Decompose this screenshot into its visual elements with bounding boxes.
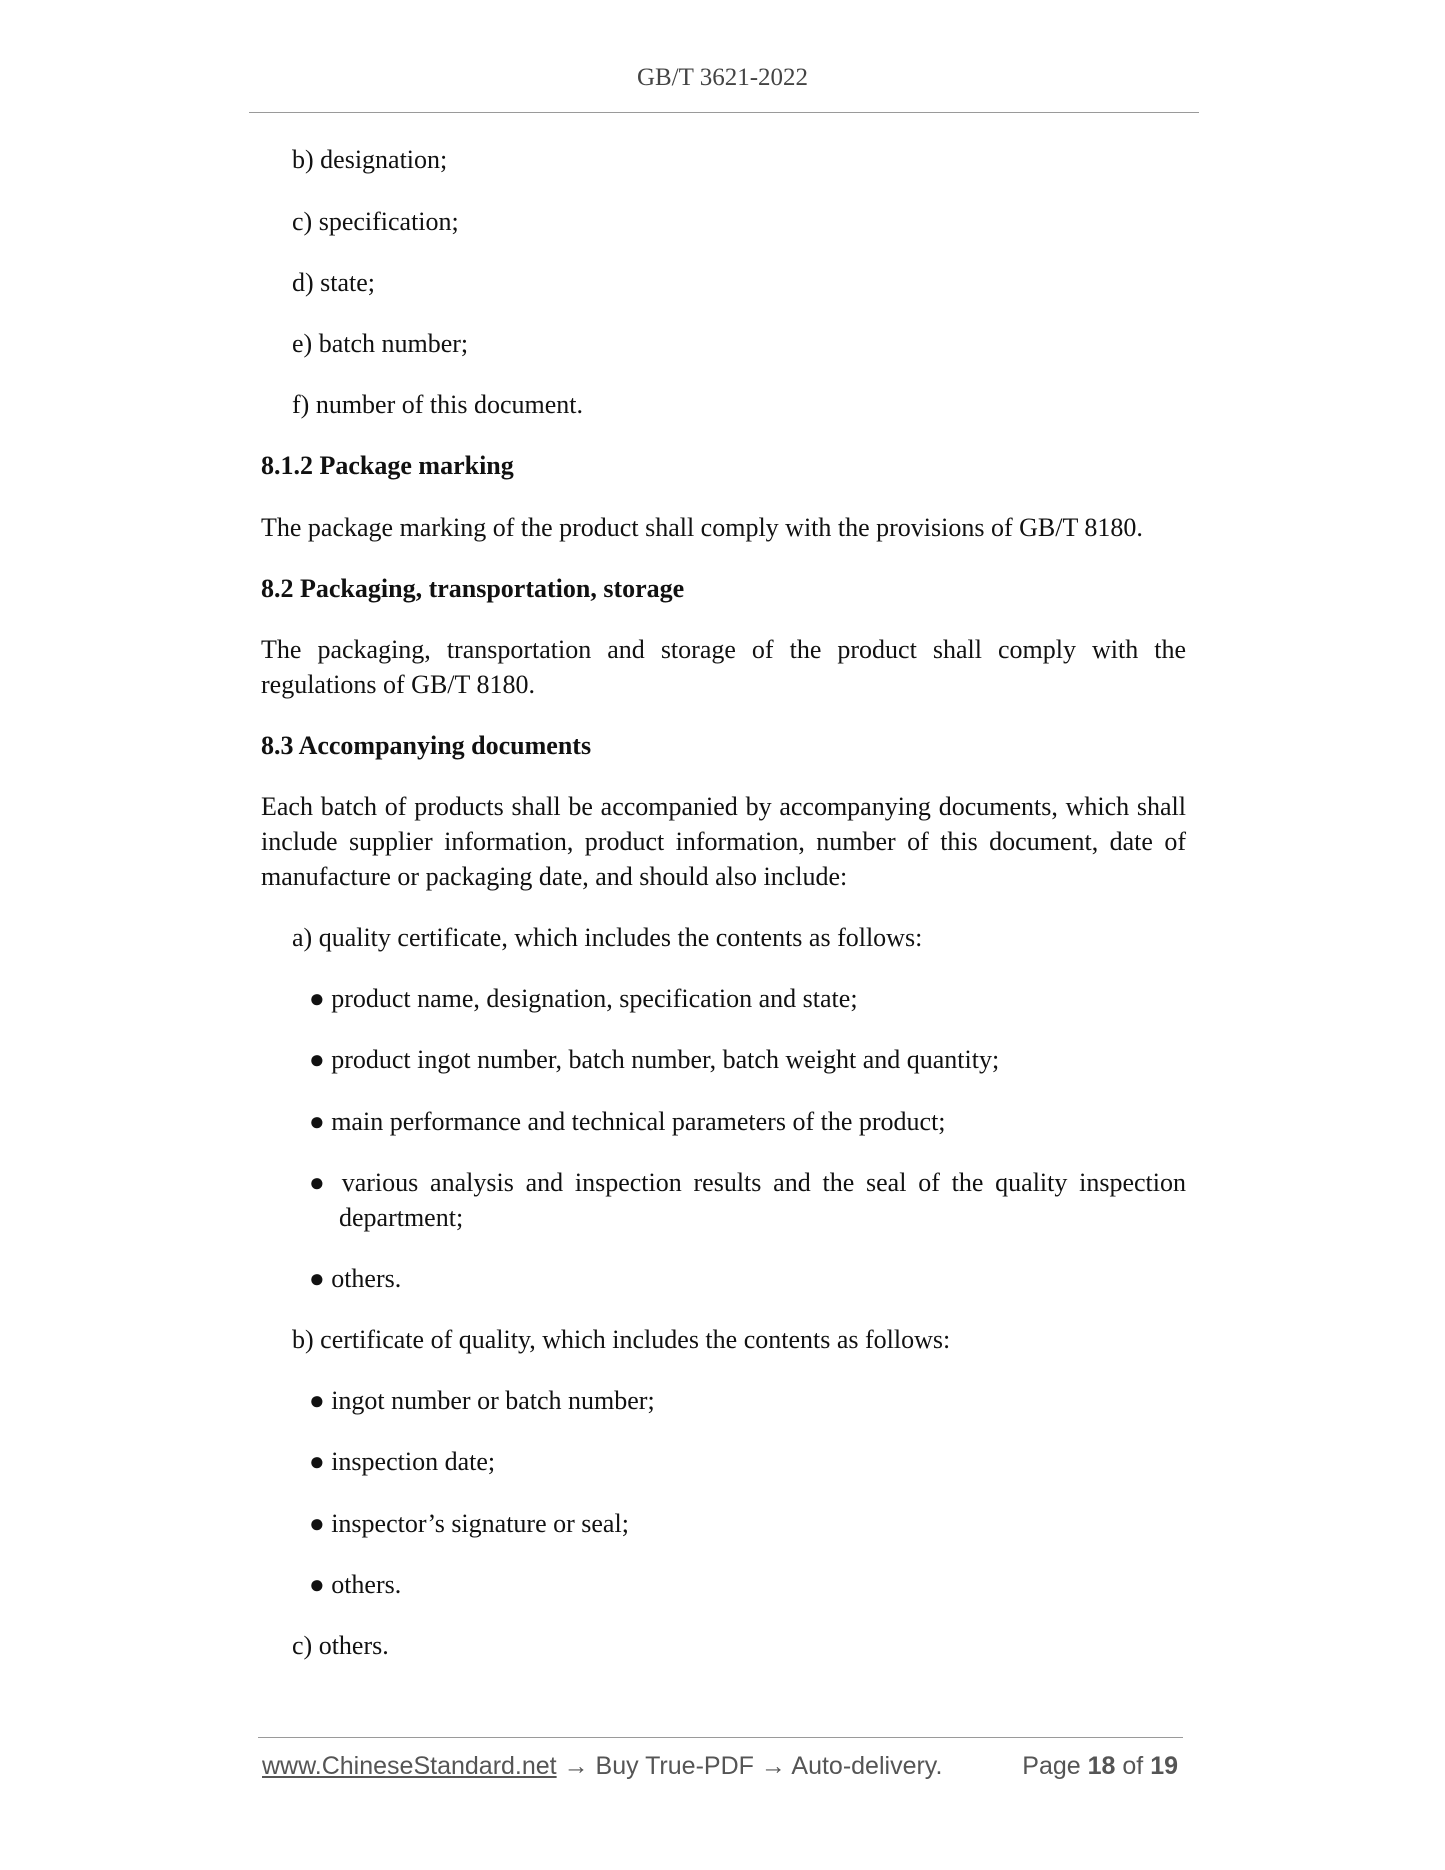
bullet-item: ● others. — [309, 1264, 402, 1293]
section-paragraph-8-3: Each batch of products shall be accompanied by accompanying documents, which shall include supplier information, product information, number of this document, date of manufacture or packaging date, and should also include: — [261, 792, 1186, 891]
of-label: of — [1122, 1752, 1144, 1780]
bullet-item: ● product name, designation, specification and state; — [309, 984, 858, 1013]
bullet-item: ● others. — [309, 1570, 402, 1599]
section-paragraph-8-2: The packaging, transportation and storage of the product shall comply with the regulations of GB/T 8180. — [261, 635, 1186, 699]
list-item: f) number of this document. — [292, 390, 583, 419]
list-item-c: c) others. — [292, 1631, 389, 1660]
page-footer — [262, 1752, 1182, 1781]
page-indicator — [1022, 1752, 1178, 1781]
page-header-title: GB/T 3621-2022 — [636, 64, 809, 91]
bullet-item: ● inspector’s signature or seal; — [309, 1509, 629, 1538]
bullet-item: ● various analysis and inspection results and the seal of the quality inspection department; — [309, 1168, 1186, 1232]
list-item: d) state; — [292, 268, 376, 297]
section-heading-8-1-2: 8.1.2 Package marking — [261, 451, 514, 480]
bullet-item: ● inspection date; — [309, 1447, 496, 1476]
bullet-item: ● main performance and technical parameters of the product; — [309, 1107, 946, 1136]
list-item-a: a) quality certificate, which includes the contents as follows: — [292, 923, 923, 952]
header-divider — [249, 112, 1199, 113]
list-item: b) designation; — [292, 145, 448, 174]
section-paragraph-8-1-2: The package marking of the product shall comply with the provisions of GB/T 8180. — [261, 513, 1143, 542]
footer-divider — [258, 1737, 1183, 1738]
website-link[interactable]: www.ChineseStandard.net — [262, 1752, 557, 1780]
section-heading-8-2: 8.2 Packaging, transportation, storage — [261, 574, 685, 603]
bullet-item: ● product ingot number, batch number, batch weight and quantity; — [309, 1045, 1000, 1074]
footer-promo: → Buy True-PDF → Auto-delivery. — [556, 1752, 943, 1780]
bullet-item: ● ingot number or batch number; — [309, 1386, 655, 1415]
page-label: Page — [1022, 1752, 1081, 1780]
page-current: 18 — [1087, 1752, 1116, 1780]
page-total: 19 — [1150, 1752, 1178, 1780]
section-heading-8-3: 8.3 Accompanying documents — [261, 731, 592, 760]
list-item: c) specification; — [292, 207, 459, 236]
list-item: e) batch number; — [292, 329, 469, 358]
list-item-b: b) certificate of quality, which includes the contents as follows: — [292, 1325, 951, 1354]
